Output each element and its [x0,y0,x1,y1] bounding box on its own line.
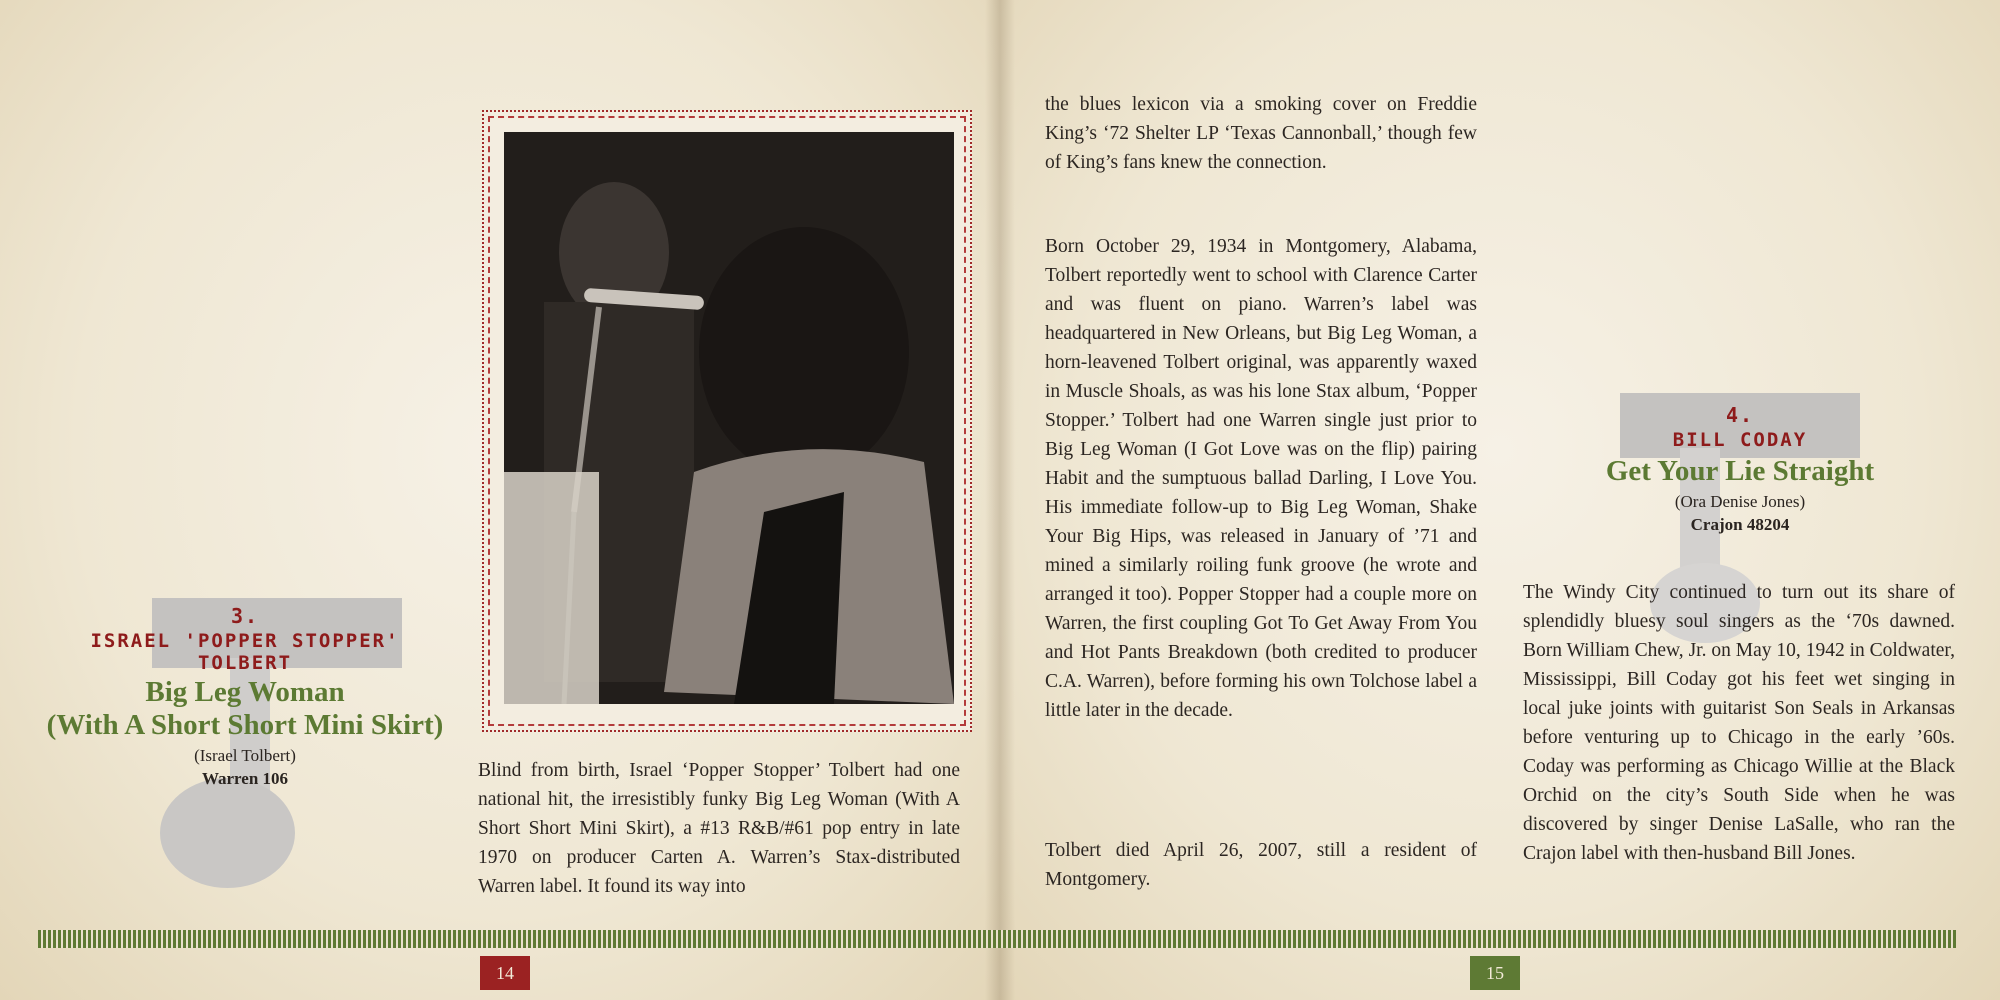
song-4-writer: (Ora Denise Jones) [1674,492,1806,511]
song-3-title-line2: (With A Short Short Mini Skirt) [46,709,444,741]
song-3-header [40,598,450,789]
tolbert-paragraph-3: Tolbert died April 26, 2007, still a resident of Montgomery. [1045,840,1477,890]
song-4-header [1520,393,1960,535]
song-3-title-line1: Big Leg Woman [145,676,345,708]
photo-frame [482,110,972,732]
singer-illustration [504,132,954,704]
song-3-number: 3. [230,604,260,628]
song-4-number: 4. [1725,403,1755,427]
song-4-catalog: Crajon 48204 [1690,515,1790,534]
song-4-body: The Windy City continued to turn out its share of splendidly bluesy soul singers as the ‘70s dawned. Born William Chew, Jr. on May 10, 1942 in Coldwater, Mississippi, Bill Coday got his feet wet singing in local juke joints with guitarist Son Seals in Arkansas before venturing up to Chicago in the early ’60s. Coday was performing as Chicago Willie at the Black Orchid on the city’s South Side when he was discovered by singer Denise LaSalle, who ran the Crajon label with then-husband Bill Jones. [1523,582,1955,864]
song-3-catalog: Warren 106 [201,769,289,788]
tolbert-paragraph-2: Born October 29, 1934 in Montgomery, Alabama, Tolbert reportedly went to school with Clarence Carter and was fluent on piano. Warren’s label was headquartered in New Orleans, but Big Leg Woman, a horn-leavened Tolbert original, was apparently waxed in Muscle Shoals, as was his lone Stax album, ‘Popper Stopper.’ Tolbert had one Warren single just prior to Big Leg Woman (I Got Love was on the flip) pairing Habit and the sumptuous ballad Darling, I Love You. His immediate follow-up to Big Leg Woman, Shake Your Big Hips, was released in January of ’71 and mined a similarly roiling funk groove (he wrote and arranged it too). Popper Stopper had a couple more on Warren, the first coupling Got To Get Away From You and Hot Pants Breakdown (both credited to producer C.A. Warren), before forming his own Tolchose label a little later in the decade. [1045,236,1477,721]
music-note-head [160,778,295,888]
book-spine [985,0,1015,1000]
song-4-title: Get Your Lie Straight [1605,455,1875,487]
song-3-artist: ISRAEL 'POPPER STOPPER' TOLBERT [90,630,400,674]
song-3-body: Blind from birth, Israel ‘Popper Stopper’ Tolbert had one national hit, the irresistibly funky Big Leg Woman (With A Short Short Mini Skirt), a #13 R&B/#61 pop entry in late 1970 on producer Carten A. Warren’s Stax-distributed Warren label. It found its way into [478,760,960,897]
barcode-strip [38,930,1956,948]
page-number-right: 15 [1470,956,1520,990]
performer-photo [504,132,954,704]
song-3-writer: (Israel Tolbert) [194,746,296,765]
page-number-left: 14 [480,956,530,990]
song-4-artist: BILL CODAY [1672,429,1808,451]
tolbert-paragraph-1: the blues lexicon via a smoking cover on Freddie King’s ‘72 Shelter LP ‘Texas Cannonball,’ though few of King’s fans knew the connection. [1045,94,1477,173]
